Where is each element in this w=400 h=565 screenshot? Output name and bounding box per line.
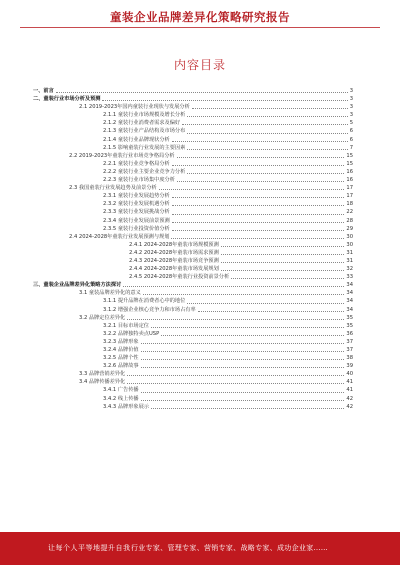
toc-entry[interactable] — [33, 378, 353, 386]
toc-entry-label: 2.2.1 童装行业竞争格局分析 — [103, 160, 170, 167]
toc-entry-label: 2.4.5 2024-2028年童装行业投资前景分析 — [129, 274, 230, 281]
toc-entry-label: 3.3 品牌营销差异化 — [79, 371, 126, 378]
toc-entry-label: 2.1.2 童装行业消费者需求及偏好 — [103, 120, 181, 127]
toc-leader-dots — [221, 245, 345, 247]
toc-entry[interactable] — [33, 217, 353, 225]
toc-entry[interactable] — [33, 322, 353, 330]
toc-entry-page: 36 — [346, 330, 353, 337]
toc-leader-dots — [159, 188, 345, 190]
toc-entry-label: 二、童装行业市场分析及预测 — [33, 96, 101, 103]
toc-entry-page: 38 — [346, 355, 353, 362]
toc-entry-label: 2.4.2 2024-2028年童装市场需求预测 — [129, 249, 219, 256]
toc-entry[interactable] — [33, 225, 353, 233]
table-of-contents — [33, 87, 353, 411]
toc-entry[interactable] — [33, 144, 353, 152]
toc-entry-page: 29 — [346, 225, 353, 232]
toc-entry-page: 3 — [349, 112, 353, 119]
toc-entry-label: 3.2.6 品牌故事 — [103, 363, 139, 370]
page-header — [0, 0, 400, 32]
toc-entry-page: 17 — [346, 185, 353, 192]
toc-entry-page: 17 — [346, 193, 353, 200]
toc-leader-dots — [127, 318, 344, 320]
toc-entry-label: 2.2 2019-2023年童装行业市场竞争格局分析 — [69, 152, 175, 159]
toc-leader-dots — [177, 180, 344, 182]
toc-entry-page: 34 — [346, 298, 353, 305]
toc-leader-dots — [187, 172, 344, 174]
toc-entry[interactable] — [33, 370, 353, 378]
toc-entry-page: 42 — [346, 395, 353, 402]
toc-leader-dots — [141, 391, 345, 393]
toc-entry-label: 2.3.3 童装行业发展挑战分析 — [103, 209, 170, 216]
toc-entry-label: 3.2.4 品牌价值 — [103, 347, 139, 353]
toc-leader-dots — [192, 107, 348, 109]
toc-entry[interactable] — [33, 346, 353, 354]
toc-entry-label: 2.2.2 童装行业主要企业竞争力分析 — [103, 168, 186, 175]
toc-entry[interactable] — [33, 233, 353, 241]
toc-leader-dots — [151, 326, 344, 328]
toc-entry[interactable] — [33, 241, 353, 249]
toc-entry-page: 37 — [346, 338, 353, 345]
toc-entry-label: 2.4.4 2024-2028年童装市场发展规划 — [129, 266, 219, 273]
toc-leader-dots — [141, 358, 345, 360]
toc-leader-dots — [172, 213, 345, 215]
toc-leader-dots — [221, 253, 345, 255]
toc-entry[interactable] — [33, 330, 353, 338]
toc-entry-label: 2.1.1 童装行业市场规模及增长分析 — [103, 112, 186, 119]
toc-leader-dots — [172, 229, 345, 231]
toc-entry[interactable] — [33, 208, 353, 216]
toc-leader-dots — [221, 269, 345, 271]
toc-entry-label: 3.4.3 品牌形象展示 — [103, 403, 149, 410]
toc-entry-label: 2.3.1 童装行业发展趋势分析 — [103, 193, 170, 200]
toc-entry[interactable] — [33, 127, 353, 135]
toc-entry-page: 34 — [346, 290, 353, 297]
toc-entry[interactable] — [33, 103, 353, 111]
toc-entry[interactable] — [33, 119, 353, 127]
toc-entry-page: 6 — [349, 128, 353, 135]
toc-entry-page: 3 — [349, 88, 353, 94]
toc-entry-label: 2.1 2019-2023年国内童装行业现状与发展分析 — [79, 104, 190, 111]
toc-entry[interactable] — [33, 362, 353, 370]
toc-leader-dots — [172, 140, 348, 142]
toc-entry-label: 2.4.1 2024-2028年童装市场规模预测 — [129, 241, 219, 248]
toc-leader-dots — [172, 164, 345, 166]
toc-entry-label: 2.1.4 童装行业品牌现状分析 — [103, 136, 170, 143]
toc-entry[interactable] — [33, 314, 353, 322]
toc-leader-dots — [187, 148, 347, 150]
toc-entry-page: 42 — [346, 403, 353, 410]
toc-entry[interactable] — [33, 184, 353, 192]
toc-leader-dots — [161, 334, 344, 336]
toc-entry-label: 三、童装企业品牌差异化策略方法探讨 — [33, 282, 122, 289]
toc-entry-label: 3.4 品牌传播差异化 — [79, 379, 126, 386]
toc-entry-page: 37 — [346, 347, 353, 353]
toc-entry-label: 3.2.2 品牌独特卖点USP — [103, 330, 160, 337]
toc-leader-dots — [177, 156, 345, 158]
toc-leader-dots — [187, 302, 344, 304]
toc-entry-page: 30 — [346, 241, 353, 248]
toc-entry-label: 3.2 品牌定位差异化 — [79, 314, 126, 321]
toc-entry[interactable] — [33, 403, 353, 411]
toc-entry-page: 7 — [349, 144, 353, 151]
toc-entry-page: 33 — [346, 274, 353, 281]
toc-leader-dots — [123, 285, 344, 287]
footer-experts: 行业专家、管理专家、营销专家、战略专家、成功企业家…… — [131, 544, 329, 552]
toc-leader-dots — [141, 399, 345, 401]
toc-leader-dots — [187, 115, 347, 117]
toc-entry-page: 22 — [346, 209, 353, 216]
toc-leader-dots — [151, 407, 344, 409]
toc-entry[interactable] — [33, 95, 353, 103]
report-title: 童装企业品牌差异化策略研究报告 — [110, 10, 290, 24]
toc-entry[interactable] — [33, 160, 353, 168]
toc-entry[interactable] — [33, 281, 353, 289]
toc-entry-page: 34 — [346, 282, 353, 289]
toc-entry[interactable] — [33, 87, 353, 95]
toc-entry-label: 3.1.1 提升品牌在消费者心中的地位 — [103, 298, 186, 305]
toc-leader-dots — [182, 123, 348, 125]
toc-leader-dots — [143, 293, 345, 295]
toc-leader-dots — [102, 99, 347, 101]
toc-entry-page: 35 — [346, 314, 353, 321]
toc-entry[interactable] — [33, 386, 353, 394]
toc-entry-label: 2.1.5 影响童装行业发展的主要因素 — [103, 144, 186, 151]
toc-entry-page: 15 — [346, 160, 353, 167]
toc-entry-label: 2.3.5 童装行业投资价值分析 — [103, 225, 170, 232]
toc-entry-label: 3.1.2 增强企业核心竞争力和市场占有率 — [103, 306, 196, 313]
toc-entry-label: 3.2.3 品牌形象 — [103, 338, 139, 345]
toc-leader-dots — [231, 277, 344, 279]
toc-entry-page: 41 — [346, 387, 353, 394]
toc-entry-label: 3.2.5 品牌个性 — [103, 355, 139, 362]
toc-leader-dots — [141, 366, 345, 368]
toc-entry-page: 28 — [346, 217, 353, 224]
page-footer — [0, 532, 400, 565]
toc-entry-label: 3.1 童装品牌差异化的意义 — [79, 290, 141, 297]
toc-entry-page: 3 — [349, 104, 353, 111]
toc-entry-page: 34 — [346, 306, 353, 313]
toc-entry-page: 32 — [346, 266, 353, 273]
toc-entry-label: 3.4.2 线上传播 — [103, 395, 139, 402]
toc-entry[interactable] — [33, 176, 353, 184]
toc-leader-dots — [221, 261, 345, 263]
toc-entry[interactable] — [33, 168, 353, 176]
toc-leader-dots — [141, 342, 345, 344]
toc-leader-dots — [172, 221, 345, 223]
toc-entry-page: 31 — [346, 249, 353, 256]
toc-entry-label: 3.2.1 目标市场定位 — [103, 322, 149, 329]
toc-entry-label: 2.4 2024-2028年童装行业发展预测与规划 — [69, 233, 170, 240]
toc-entry[interactable] — [33, 297, 353, 305]
toc-entry-page: 5 — [349, 120, 353, 127]
toc-leader-dots — [172, 196, 345, 198]
toc-entry-page: 31 — [346, 257, 353, 264]
toc-entry-label: 2.4.3 2024-2028年童装市场竞争预测 — [129, 257, 219, 264]
toc-entry-page: 18 — [346, 201, 353, 208]
toc-entry[interactable] — [33, 306, 353, 314]
toc-entry-page: 41 — [346, 379, 353, 386]
toc-heading: 内容目录 — [173, 58, 226, 72]
toc-entry-page: 30 — [346, 233, 353, 240]
toc-entry-page: 39 — [346, 363, 353, 370]
toc-leader-dots — [56, 91, 348, 93]
toc-entry[interactable] — [33, 273, 353, 281]
toc-entry-page: 6 — [349, 136, 353, 143]
toc-entry[interactable] — [33, 136, 353, 144]
toc-entry-page: 3 — [349, 96, 353, 103]
toc-entry-page: 16 — [346, 177, 353, 184]
toc-leader-dots — [172, 204, 345, 206]
toc-entry[interactable] — [33, 152, 353, 160]
toc-entry[interactable] — [33, 265, 353, 273]
toc-leader-dots — [198, 310, 345, 312]
toc-entry-page: 16 — [346, 168, 353, 175]
toc-entry-page: 35 — [346, 322, 353, 329]
toc-entry-label: 2.3.2 童装行业发展机遇分析 — [103, 201, 170, 208]
toc-entry-page: 15 — [346, 152, 353, 159]
footer-slogan: 让每个人平等地提升自我 — [48, 544, 131, 552]
toc-entry[interactable] — [33, 289, 353, 297]
toc-leader-dots — [127, 374, 344, 376]
toc-entry[interactable] — [33, 395, 353, 403]
toc-entry-label: 2.2.3 童装行业市场集中度分析 — [103, 177, 175, 184]
toc-entry[interactable] — [33, 200, 353, 208]
toc-leader-dots — [187, 132, 347, 134]
toc-leader-dots — [171, 237, 344, 239]
toc-entry[interactable] — [33, 257, 353, 265]
toc-entry-label: 一、前言 — [33, 88, 54, 94]
toc-entry-page: 40 — [346, 371, 353, 378]
toc-leader-dots — [127, 382, 344, 384]
toc-entry[interactable] — [33, 111, 353, 119]
toc-entry[interactable] — [33, 249, 353, 257]
toc-entry-label: 2.3 我国童装行业发展趋势及前景分析 — [69, 185, 157, 192]
header-divider — [20, 27, 380, 28]
toc-entry[interactable] — [33, 338, 353, 346]
toc-entry[interactable] — [33, 354, 353, 362]
toc-leader-dots — [141, 350, 345, 352]
toc-entry-label: 2.1.3 童装行业产品结构及市场分布 — [103, 128, 186, 135]
toc-entry-label: 2.3.4 童装行业发展前景预测 — [103, 217, 170, 224]
toc-entry-label: 3.4.1 广告传播 — [103, 387, 139, 394]
toc-entry[interactable] — [33, 192, 353, 200]
